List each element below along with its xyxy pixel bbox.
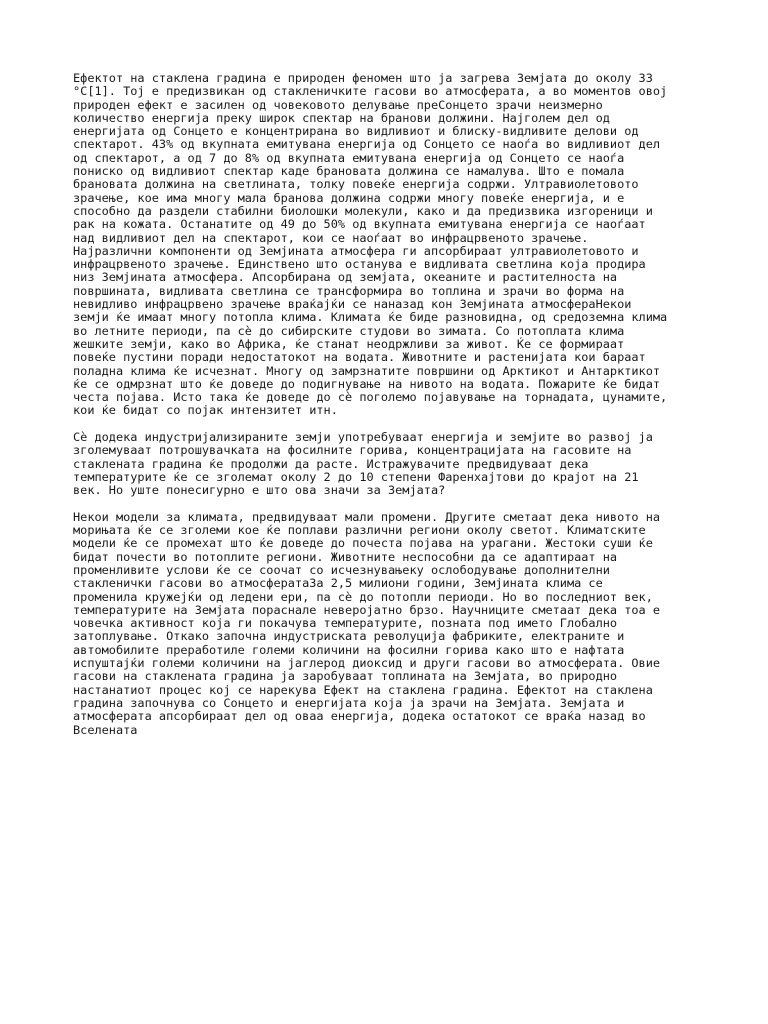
text-line: невидливо инфрацрвено зрачење враќајќи се наназад кон Земјината атмосфераНекои — [73, 297, 632, 312]
text-line: зголемуваат потрошувачката на фосилните горива, концентрацијата на гасовите на — [73, 443, 632, 458]
text-line: во летните периоди, па сѐ до сибирските студови во зимата. Со потоплата клима — [73, 323, 625, 338]
text-line: рак на кожата. Останатите од 49 до 50% од вкупната емитувана енергија се наоѓаат — [73, 217, 646, 232]
text-line: Некои модели за климата, предвидуваат мали промени. Другите сметаат дека нивото на — [73, 509, 661, 524]
text-line: количество енергија преку широк спектар на бранови должини. Најголем дел од — [73, 110, 610, 125]
text-line: брановата должина на светлината, толку повеќе енергија содржи. Ултравиолетовото — [73, 177, 639, 192]
text-line: затоплување. Откако започна индустриската револуција фабриките, електраните и — [73, 629, 625, 644]
text-line: век. Но уште понесигурно е што ова значи за Земјата? — [73, 483, 446, 498]
text-line: Сѐ додека индустријализираните земји употребуваат енергија и земјите во развој ја — [73, 430, 653, 445]
text-line: модели ќе се промехат што ќе доведе до почеста појава на урагани. Жестоки суши ќе — [73, 536, 653, 551]
text-line: променила кружејќи од ледени ери, па сѐ до потопли периоди. Но во последниот век, — [73, 589, 653, 604]
text-line: градина започнува со Сонцето и енергијата која ја зрачи на Земјата. Земјата и — [73, 695, 625, 710]
text-line: променливите услови ќе се соочат со исчезнувањеку ослободување дополнителни — [73, 562, 610, 577]
text-line: поладна клима ќе исчезнат. Многу од замрзнатите површини од Арктикот и Антарктикот — [73, 363, 661, 378]
text-line: гасови на стаклената градина ја заробуваат топлината на Земјата, во природно — [73, 669, 618, 684]
text-line: површината, видливата светлина се трансформира во топлина и зрачи во форма на — [73, 283, 625, 298]
document-body — [73, 72, 703, 750]
text-line: температурите на Земјата пораснале неверојатно брзо. Научниците сметаат дека тоа е — [73, 602, 661, 617]
text-line: стакленички гасови во атмосфератаЗа 2,5 милиони години, Земјината клима се — [73, 576, 603, 591]
text-line: пониско од видливиот спектар каде брановата должина се намалува. Што е помала — [73, 164, 625, 179]
text-line: морињата ќе се зголеми кое ќе поплави различни региони околу светот. Климатските — [73, 523, 646, 538]
text-line: кои ќе бидат со појак интензитет итн. — [73, 403, 338, 418]
text-line: Вселената — [73, 722, 138, 737]
paragraph — [73, 72, 703, 418]
paragraph — [73, 431, 703, 497]
text-line: Најразлични компоненти од Земјината атмосфера ги апсорбираат ултравиолетовото и — [73, 243, 639, 258]
text-line: низ Земјината атмосфера. Апсорбирана од земјата, океаните и растителноста на — [73, 270, 618, 285]
text-line: спектарот. 43% од вкупната емитувана енергија од Сонцето се наоѓа во видливиот дел — [73, 137, 661, 152]
text-line: над видливиот дел на спектарот, кои се наоѓаат во инфрацрвеното зрачење. — [73, 230, 589, 245]
text-line: енергијата од Сонцето е концентрирана во видливиот и блиску-видливите делови од — [73, 124, 639, 139]
text-line: атмосферата апсорбираат дел од оваа енергија, додека остатокот се враќа назад во — [73, 709, 646, 724]
text-line: зрачење, кое има многу мала бранова должина содржи многу повеќе енергија, и е — [73, 190, 625, 205]
text-line: бидат почести во потоплите региони. Животните неспособни да се адаптираат на — [73, 549, 618, 564]
text-line: способно да раздели стабилни биолошки молекули, како и да предизвика изгореници и — [73, 203, 653, 218]
text-line: инфрацрвеното зрачење. Единствено што останува е видливата светлина која продира — [73, 257, 646, 272]
text-line: честа појава. Исто така ќе доведе до сѐ поголемо појавување на торнадата, цунамите, — [73, 390, 668, 405]
text-line: жешките земји, како во Африка, ќе станат неодржливи за живот. Ќе се формираат — [73, 336, 625, 351]
paragraph — [73, 511, 703, 737]
text-line: земји ќе имаат многу потопла клима. Климата ќе биде разновидна, од средоземна клима — [73, 310, 668, 325]
text-line: ќе се одмрзнат што ќе доведе до подигнување на нивото на водата. Пожарите ќе бидат — [73, 376, 661, 391]
text-line: природен ефект е засилен од човековото делување преСонцето зрачи неизмерно — [73, 97, 603, 112]
text-line: автомобилите преработиле големи количини на фосилни горива како што е нафтата — [73, 642, 625, 657]
text-line: температурите ќе се зголемат околу 2 до 10 степени Фаренхајтови до крајот на 21 — [73, 469, 639, 484]
text-line: стаклената градина ќе продолжи да расте. Истражувачите предвидуваат дека — [73, 456, 589, 471]
text-line: испуштајќи големи количини на јаглерод диоксид и други гасови во атмосферата. Овие — [73, 656, 661, 671]
text-line: настанатиот процес кој се нарекува Ефект на стаклена градина. Ефектот на стаклена — [73, 682, 653, 697]
text-line: °C[1]. Тој е предизвикан од стакленичките гасови во атмосферата, а во моментов овој — [73, 84, 668, 99]
text-line: од спектарот, а од 7 до 8% од вкупната емитувана енергија од Сонцето се наоѓа — [73, 150, 625, 165]
text-line: човечка активност која ги покачува температурите, позната под името Глобално — [73, 616, 618, 631]
text-line: повеќе пустини поради недостатокот на водата. Животните и растенијата кои бараат — [73, 350, 646, 365]
text-line: Ефектот на стаклена градина е природен феномен што ја загрева Земјата до околу 33 — [73, 71, 653, 85]
